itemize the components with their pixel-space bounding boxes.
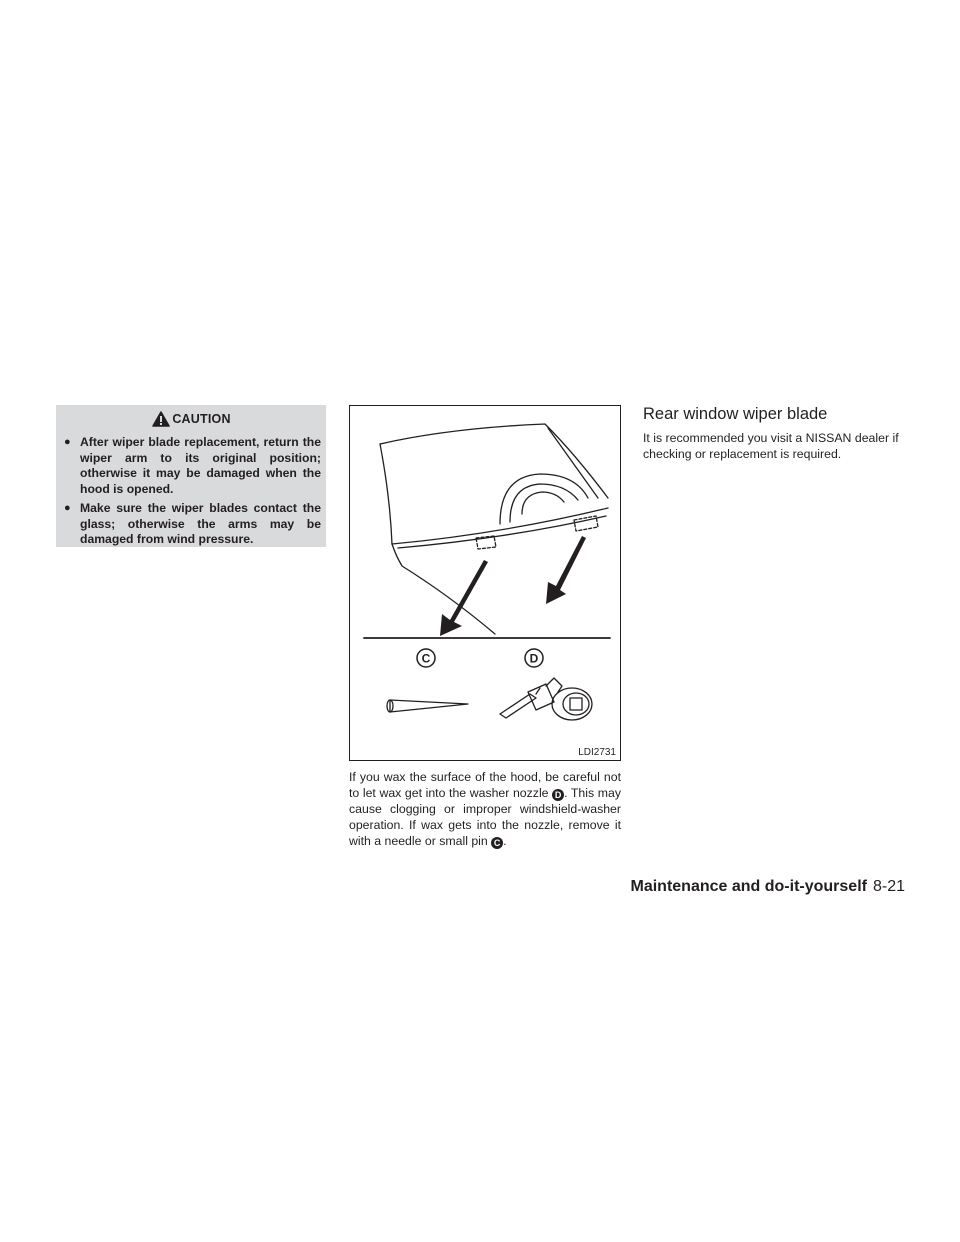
- caution-list: [62, 435, 321, 548]
- warning-icon: [152, 411, 170, 427]
- wax-warning-paragraph: [349, 769, 621, 849]
- bullet-icon: ●: [64, 502, 71, 514]
- caution-item-text: After wiper blade replacement, return the wiper arm to its original position; otherwise it may be damaged when the hood is opened.: [80, 435, 321, 496]
- figure-label-d: D: [529, 651, 539, 666]
- bullet-icon: ●: [64, 436, 71, 448]
- ref-d-badge: D: [552, 789, 564, 801]
- caution-title: CAUTION: [172, 412, 231, 426]
- footer-section-title: Maintenance and do-it-yourself: [630, 878, 867, 895]
- section-body: It is recommended you visit a NISSAN dealer if checking or replacement is required.: [643, 431, 899, 461]
- figure-label-c: C: [421, 651, 431, 666]
- section-heading: Rear window wiper blade: [643, 405, 828, 423]
- page-number: 8-21: [872, 878, 905, 895]
- caution-item: [62, 435, 321, 497]
- illustration-figure: [349, 405, 621, 761]
- caution-item-text: Make sure the wiper blades contact the glass; otherwise the arms may be damaged from wind pressure.: [80, 501, 321, 546]
- paragraph-text: If you wax the surface of the hood, be careful not to let wax get into the washer nozzle: [349, 770, 621, 800]
- washer-nozzle-illustration: [350, 406, 620, 760]
- page-footer: [600, 878, 905, 896]
- ref-c-badge: C: [491, 837, 503, 849]
- figure-code: LDI2731: [578, 747, 616, 758]
- paragraph-text: .: [503, 834, 507, 848]
- caution-box: [56, 405, 326, 547]
- paragraph-text: . This may cause clogging or improper windshield-washer operation. If wax gets into the nozzle, remove it with a needle or small pin: [349, 786, 621, 848]
- caution-header: [62, 407, 321, 431]
- caution-item: [62, 501, 321, 548]
